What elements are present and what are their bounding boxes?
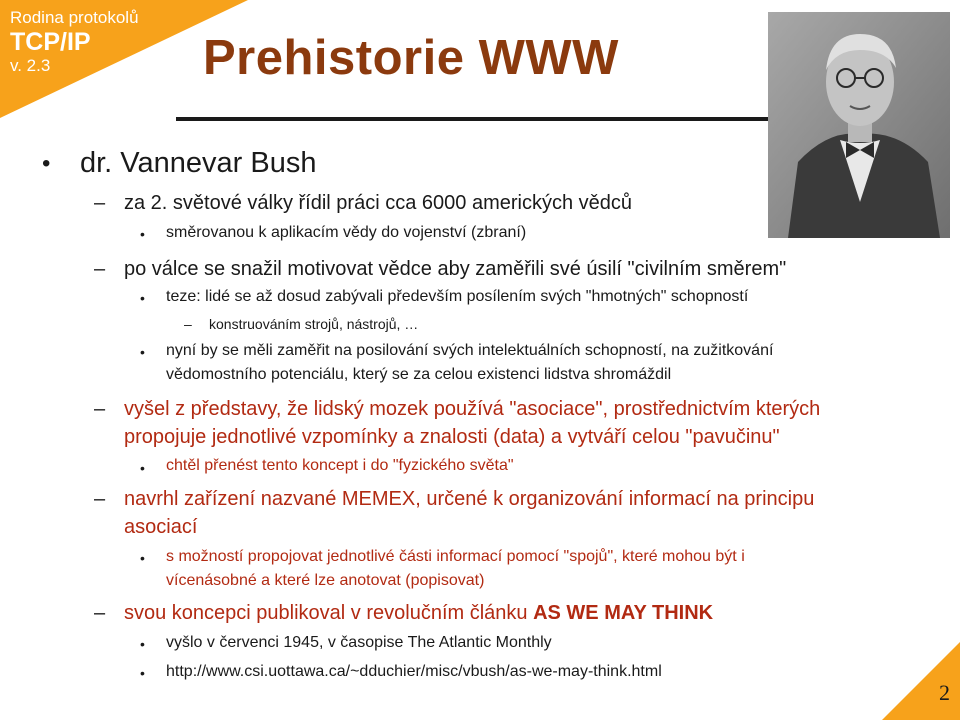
text-line: vědomostního potenciálu, který se za celou existenci lidstva shromáždil — [166, 366, 672, 383]
course-version: v. 2.3 — [10, 56, 51, 75]
bullet-icon: • — [140, 290, 145, 306]
dash-icon: – — [94, 258, 106, 280]
text-segment: svou koncepci publikoval v revolučním článku — [124, 602, 534, 624]
article-title: AS WE MAY THINK — [533, 602, 714, 624]
text-line: vyšel z představy, že lidský mozek používá "asociace", prostřednictvím kterých — [124, 398, 821, 420]
text-line — [124, 602, 713, 625]
text-line: konstruováním strojů, nástrojů, … — [209, 316, 419, 332]
text-line: za 2. světové války řídil práci cca 6000 amerických vědců — [124, 192, 632, 214]
slide-title: Prehistorie WWW — [203, 31, 619, 85]
bullet-icon: • — [140, 344, 145, 360]
bullet-icon: • — [140, 550, 145, 566]
bullet-icon: • — [140, 226, 145, 242]
text-line: nyní by se měli zaměřit na posilování svých intelektuálních schopností, na zužitkování — [166, 342, 774, 359]
bullet-icon: • — [140, 665, 145, 681]
dash-icon: – — [184, 316, 192, 332]
title-underline — [176, 117, 770, 121]
course-topic: TCP/IP — [10, 28, 91, 56]
portrait-image — [768, 12, 950, 238]
text-line: vyšlo v červenci 1945, v časopise The Atlantic Monthly — [166, 634, 552, 651]
text-line: navrhl zařízení nazvané MEMEX, určené k organizování informací na principu — [124, 488, 815, 510]
text-line: teze: lidé se až dosud zabývali především posílením svých "hmotných" schopností — [166, 288, 749, 305]
text-line: propojuje jednotlivé vzpomínky a znalosti (data) a vytváří celou "pavučinu" — [124, 426, 780, 448]
text-line: asociací — [124, 516, 198, 538]
dash-icon: – — [94, 398, 106, 420]
course-name: Rodina protokolů — [10, 8, 139, 27]
portrait-photo — [768, 12, 950, 238]
text-line: vícenásobné a které lze anotovat (popisovat) — [166, 572, 485, 589]
bullet-icon: • — [140, 636, 145, 652]
dash-icon: – — [94, 602, 106, 624]
text-line: po válce se snažil motivovat vědce aby zaměřili své úsilí "civilním směrem" — [124, 258, 787, 280]
bullet-icon: • — [42, 150, 51, 177]
bullet-icon: • — [140, 460, 145, 476]
article-url[interactable]: http://www.csi.uottawa.ca/~dduchier/misc/vbush/as-we-may-think.html — [166, 663, 662, 680]
heading-vannevar-bush: dr. Vannevar Bush — [80, 147, 317, 179]
text-line: směrovanou k aplikacím vědy do vojenství (zbraní) — [166, 224, 527, 241]
text-line: s možností propojovat jednotlivé části informací pomocí "spojů", které mohou být i — [166, 548, 745, 565]
page-number: 2 — [939, 680, 950, 705]
text-line: chtěl přenést tento koncept i do "fyzického světa" — [166, 457, 514, 474]
dash-icon: – — [94, 488, 106, 510]
dash-icon: – — [94, 192, 106, 214]
